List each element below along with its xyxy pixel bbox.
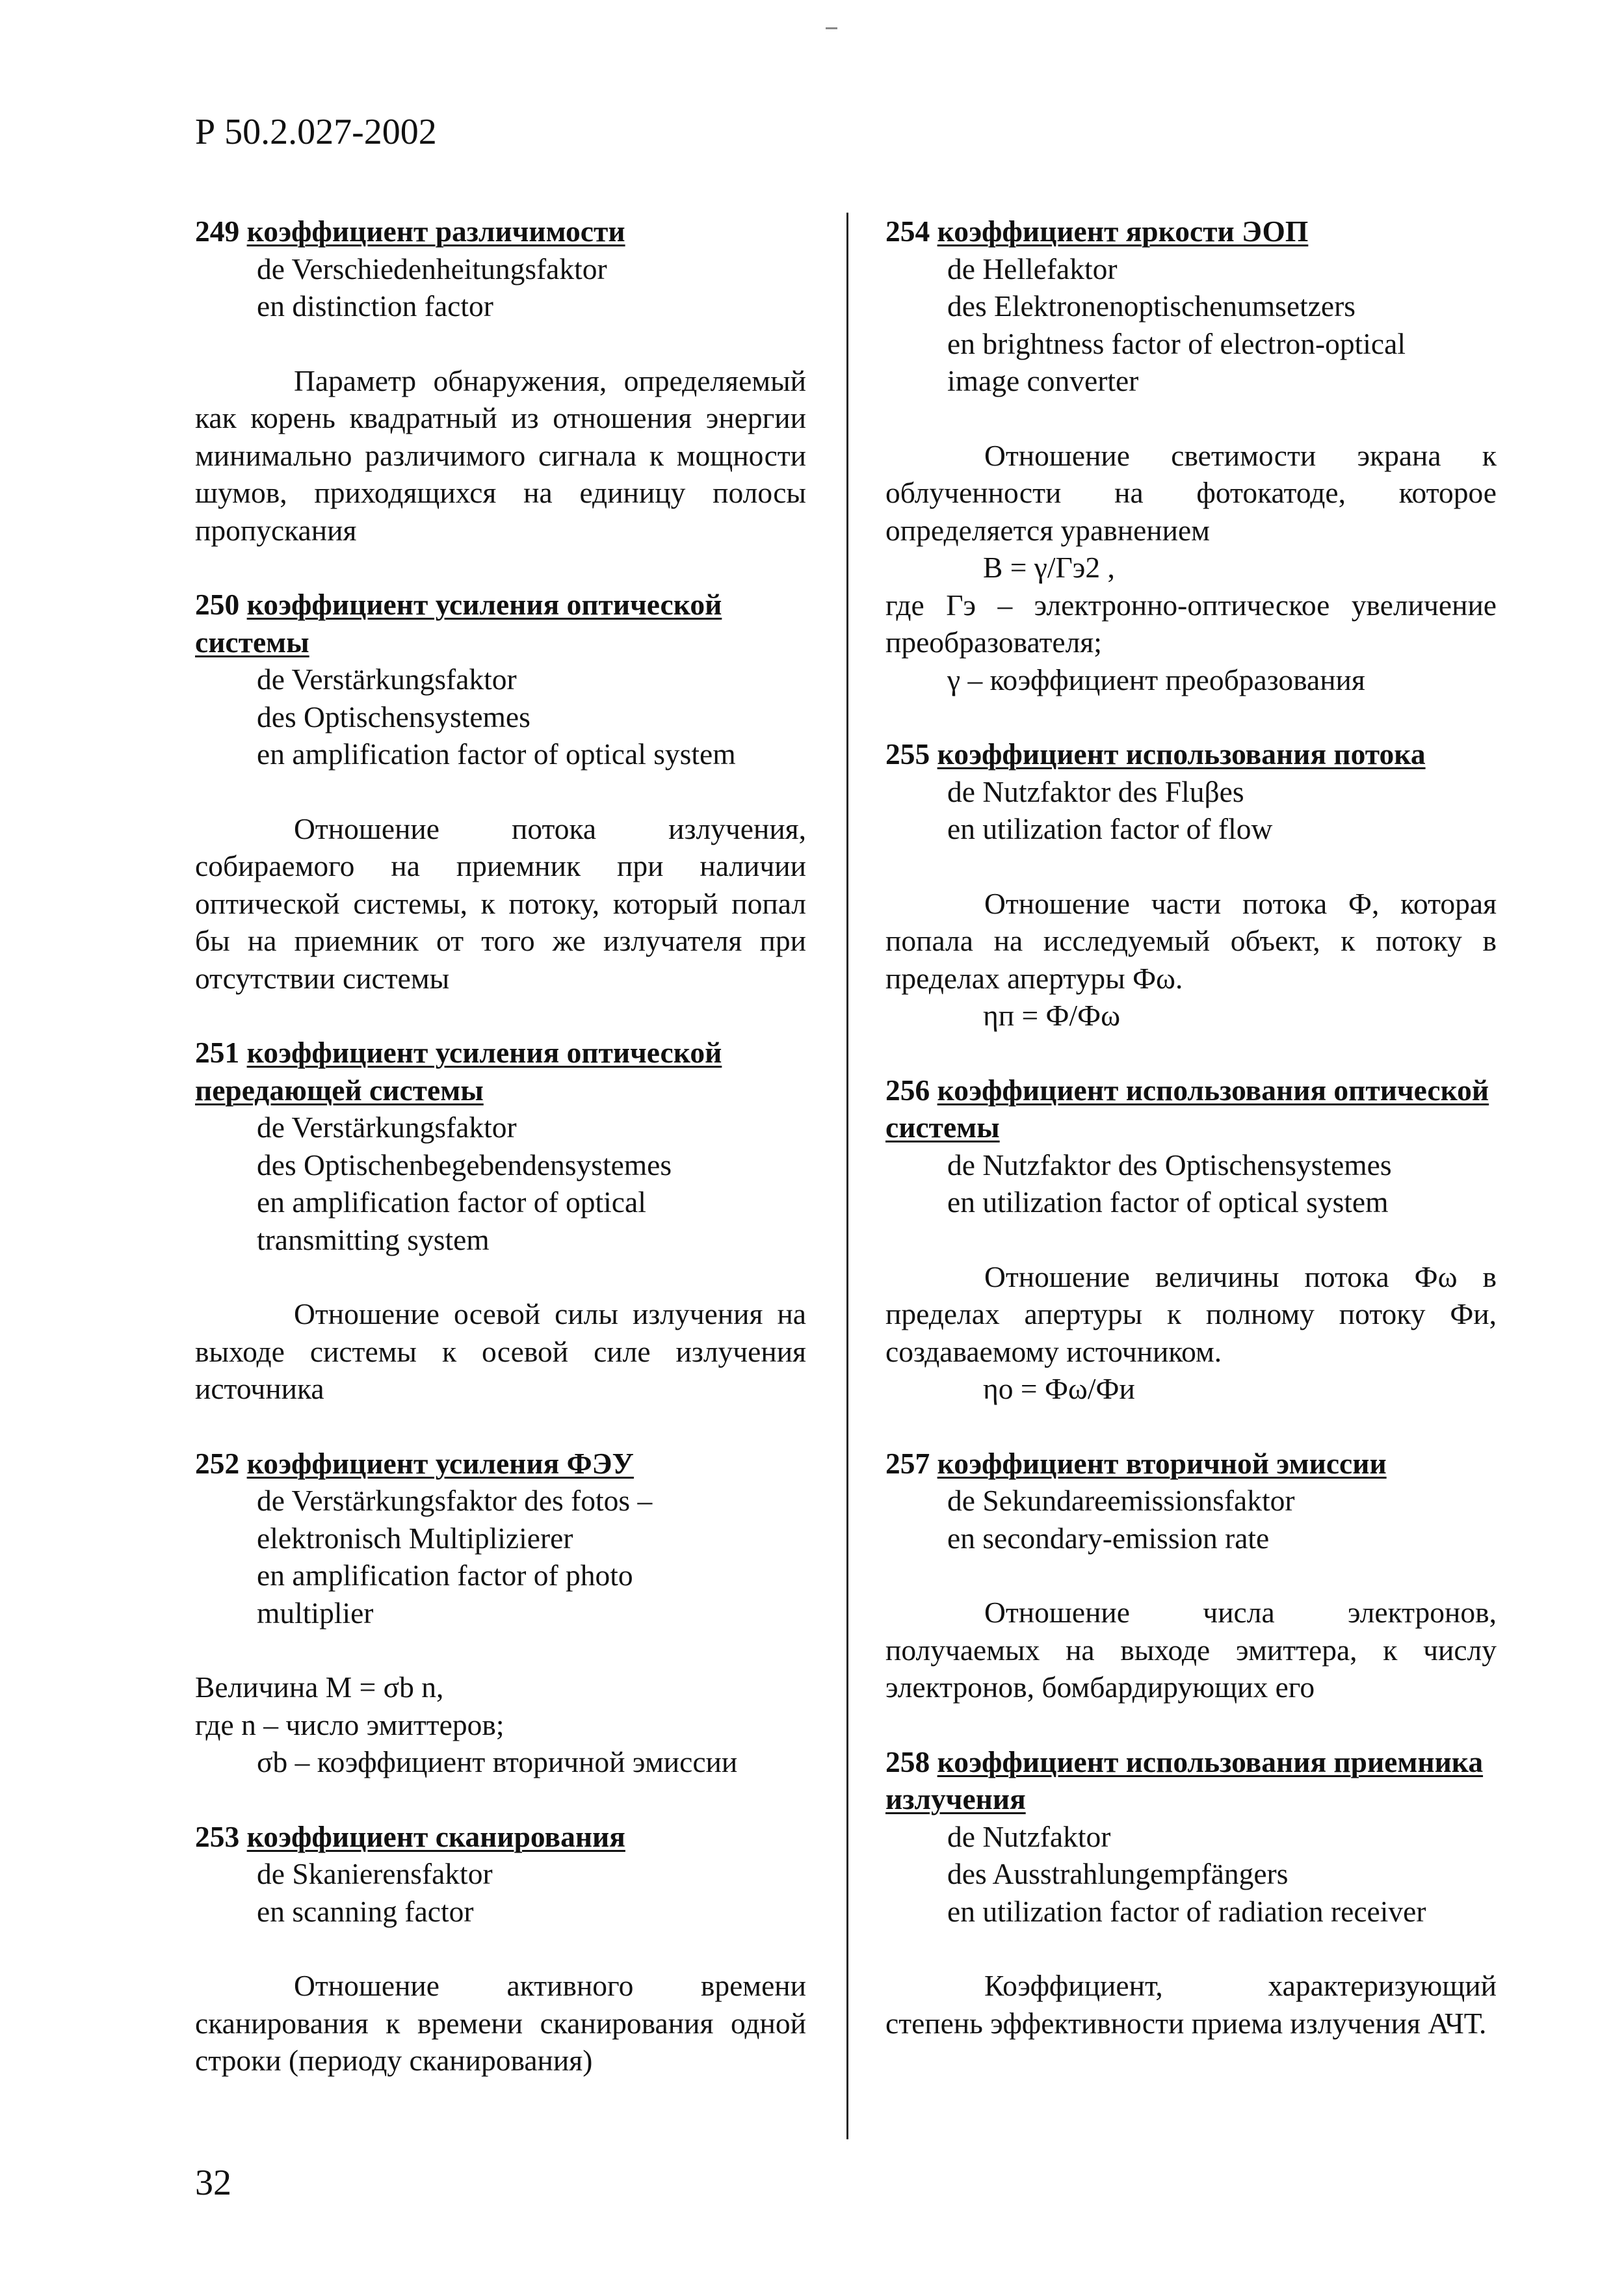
term-equivalent: de Nutzfaktor des Optischensystemes xyxy=(947,1148,1392,1181)
term-equivalent: de Nutzfaktor des Fluβes xyxy=(947,774,1244,808)
term-equivalent: en utilization factor of flow xyxy=(947,812,1273,845)
term-definition: Отношение осевой силы излучения на выходе системы к осевой силе излучения источника xyxy=(195,1297,806,1405)
term-entry-256 xyxy=(885,1072,1497,1408)
term-definition-line: Величина M = σb n, xyxy=(195,1670,444,1704)
term-equivalent: de Skanierensfaktor xyxy=(257,1857,493,1890)
term-heading: 253 коэффициент сканирования xyxy=(195,1819,625,1853)
formula: ηо = Фω/Фи xyxy=(983,1372,1135,1405)
term-equivalent: de Hellefaktor xyxy=(947,252,1118,285)
term-equivalent: de Verstärkungsfaktor xyxy=(257,663,517,696)
term-equivalent: de Verstärkungsfaktor des fotos – xyxy=(257,1484,653,1517)
term-equivalent: en scanning factor xyxy=(257,1894,474,1928)
term-equivalent: des Ausstrahlungempfängers xyxy=(947,1857,1289,1890)
term-heading: 258 коэффициент использования приемника излучения xyxy=(885,1745,1484,1815)
term-definition: Отношение потока излучения, собираемого на приемник при наличии оптической системы, к потоку, который попал бы на приемник от того же излучателя при отсутствии системы xyxy=(195,812,806,995)
term-equivalent: en utilization factor of radiation receiver xyxy=(947,1894,1426,1928)
term-heading: 251 коэффициент усиления оптической передающей системы xyxy=(195,1036,722,1107)
document-designation: Р 50.2.027-2002 xyxy=(195,112,437,152)
term-definition: Отношение величины потока Фω в пределах апертуры к полному потоку Фи, создаваемому источником. xyxy=(885,1260,1497,1368)
term-equivalent: multiplier xyxy=(257,1596,374,1630)
term-heading: 254 коэффициент яркости ЭОП xyxy=(885,215,1309,248)
term-equivalent: en amplification factor of optical xyxy=(257,1185,646,1219)
term-equivalent: des Optischensystemes xyxy=(257,700,530,733)
term-entry-249 xyxy=(195,213,806,549)
term-heading: 257 коэффициент вторичной эмиссии xyxy=(885,1446,1387,1480)
term-heading: 249 коэффициент различимости xyxy=(195,215,625,248)
term-definition: Отношение части потока Ф, которая попала на исследуемый объект, к потоку в пределах апертуры Фω. xyxy=(885,886,1497,995)
term-equivalent: transmitting system xyxy=(257,1222,490,1256)
scan-mark xyxy=(826,27,837,29)
term-equivalent: en utilization factor of optical system xyxy=(947,1185,1389,1219)
term-equivalent: en brightness factor of electron-optical xyxy=(947,326,1406,360)
right-column xyxy=(885,213,1497,2042)
left-column xyxy=(195,213,806,2079)
term-definition: Параметр обнаружения, определяемый как корень квадратный из отношения энергии минимально различимого сигнала к мощности шумов, приходящихся на единицу полосы пропускания xyxy=(195,363,806,547)
term-definition-line: σb – коэффициент вторичной эмиссии xyxy=(257,1745,738,1778)
formula-explanation: где Гэ – электронно-оптическое увеличение преобразователя; xyxy=(885,588,1497,659)
term-equivalent: des Elektronenoptischenumsetzers xyxy=(947,289,1356,323)
term-equivalent: de Sekundareemissionsfaktor xyxy=(947,1484,1295,1517)
term-entry-252 xyxy=(195,1445,806,1781)
term-entry-251 xyxy=(195,1034,806,1408)
term-entry-258 xyxy=(885,1743,1497,2042)
term-equivalent: en amplification factor of photo xyxy=(257,1559,633,1592)
term-heading: 256 коэффициент использования оптической системы xyxy=(885,1073,1489,1144)
term-equivalent: en distinction factor xyxy=(257,289,493,323)
term-equivalent: image converter xyxy=(947,364,1139,397)
term-equivalent: en secondary-emission rate xyxy=(947,1521,1270,1555)
term-definition-line: где n – число эмиттеров; xyxy=(195,1708,504,1741)
term-definition: Отношение числа электронов, получаемых на выходе эмиттера, к числу электронов, бомбардирующих его xyxy=(885,1596,1497,1704)
term-entry-250 xyxy=(195,586,806,997)
term-equivalent: de Verschiedenheitungsfaktor xyxy=(257,252,607,285)
term-entry-257 xyxy=(885,1445,1497,1706)
formula: B = γ/Гэ2 , xyxy=(983,551,1115,584)
term-equivalent: de Verstärkungsfaktor xyxy=(257,1111,517,1144)
term-definition: Отношение активного времени сканирования к времени сканирования одной строки (периоду сканирования) xyxy=(195,1969,806,2077)
term-definition: Коэффициент, характеризующий степень эффективности приема излучения АЧТ. xyxy=(885,1969,1497,2040)
term-equivalent: elektronisch Multiplizierer xyxy=(257,1521,573,1555)
term-entry-254 xyxy=(885,213,1497,698)
term-equivalent: en amplification factor of optical system xyxy=(257,737,736,771)
term-equivalent: des Optischenbegebendensystemes xyxy=(257,1148,672,1181)
formula: ηп = Ф/Фω xyxy=(983,999,1121,1032)
term-heading: 250 коэффициент усиления оптической системы xyxy=(195,588,722,659)
term-heading: 252 коэффициент усиления ФЭУ xyxy=(195,1446,634,1480)
term-entry-253 xyxy=(195,1818,806,2079)
term-definition: Отношение светимости экрана к облученности на фотокатоде, которое определяется уравнением xyxy=(885,438,1497,547)
term-entry-255 xyxy=(885,735,1497,1035)
page-number: 32 xyxy=(195,2163,231,2203)
term-equivalent: de Nutzfaktor xyxy=(947,1819,1111,1853)
column-divider xyxy=(846,213,848,2139)
formula-explanation: γ – коэффициент преобразования xyxy=(947,663,1365,696)
term-heading: 255 коэффициент использования потока xyxy=(885,737,1426,771)
